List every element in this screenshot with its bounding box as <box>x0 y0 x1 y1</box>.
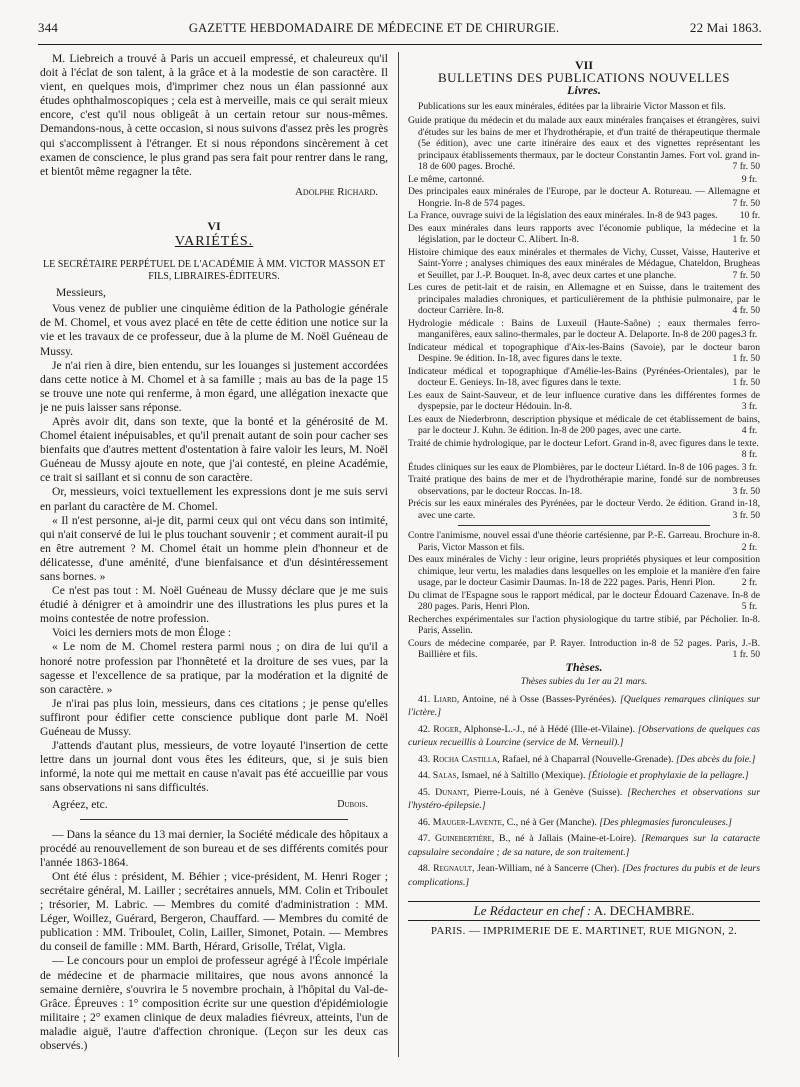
book-price: 3 fr. <box>741 401 758 412</box>
thesis-author: Liard <box>433 693 457 705</box>
thesis-author: Rocha Castilla <box>432 753 498 765</box>
section-number-right: VII <box>574 58 593 72</box>
book-text: La France, ouvrage suivi de la législation des eaux minérales. In-8 de 943 pages. <box>408 210 718 221</box>
thesis-details: , Jean-William, né à Sancerre (Cher). <box>472 863 620 874</box>
section-number: VI <box>207 218 221 233</box>
news-body <box>40 828 388 1054</box>
book-price: 1 fr. 50 <box>732 649 760 660</box>
closing-name: Dubois. <box>337 798 368 810</box>
book-text: Contre l'animisme, nouvel essai d'une théorie cartésienne, par P.-E. Garreau. Brochure in-8. Paris, Victor Masson et fils. <box>408 530 760 553</box>
thesis-title: [Des phlegmasies furonculeuses.] <box>599 816 732 828</box>
column-divider <box>398 52 399 1057</box>
page-number: 344 <box>38 20 59 35</box>
paragraph: Vous venez de publier une cinquième édition de la Pathologie générale de M. Chomel, et vous avez placé en tête de cette édition une notice sur la vie et les travaux de ce professeur, due à la plume de M. Noël Guéneau de Mussy. <box>40 302 388 358</box>
thesis-author: Regnault <box>433 863 473 874</box>
thesis-details: , Pierre-Louis, né à Genève (Suisse). <box>466 786 623 798</box>
book-text: Des eaux minérales dans leurs rapports avec l'économie publique, la médecine et la législation, par le docteur C. Alibert. In-8. <box>408 222 760 245</box>
paragraph: — Le concours pour un emploi de professeur agrégé à l'École impériale de médecine et de pharmacie militaires, que nous avons annoncé la semaine dernière, s'ouvrira le 5 novembre prochain, à l'hôpital du Val-de-Grâce. Épreuves : 1° composition écrite sur une question d'épidémiologie militaire ; 2° examen clinique de deux maladies fiévreux, atteints, l'un de maladie aiguë, l'autre d'affection chronique. (Leçon sur les deux cas observés.) <box>40 954 388 1052</box>
book-price: 7 fr. 50 <box>732 161 760 172</box>
book-entry <box>408 223 760 246</box>
salutation: Messieurs, <box>56 286 106 300</box>
livres-heading: Livres. <box>567 83 601 97</box>
theses-list <box>408 693 760 890</box>
journal-title: GAZETTE HEBDOMADAIRE DE MÉDECINE ET DE CHIRURGIE. <box>188 21 560 35</box>
book-text: Recherches expérimentales sur l'action physiologique du tartre stibié, par Pécholier. In-8. Paris, Asselin. <box>408 613 760 636</box>
thesis-entry <box>408 816 760 830</box>
book-entry <box>408 462 760 474</box>
book-price: 4 fr. <box>741 425 758 436</box>
book-text: Indicateur médical et topographique d'Aix-les-Bains (Savoie), par le docteur baron Despine. 9e édition. In-18, avec figures dans le texte. <box>408 341 760 364</box>
book-price: 8 fr. <box>741 449 758 460</box>
thesis-details: , Ismael, né à Saltillo (Mexique). <box>456 770 586 781</box>
right-column <box>408 52 760 1067</box>
thesis-number: 41. <box>418 693 431 705</box>
paragraph: — Dans la séance du 13 mai dernier, la Société médicale des hôpitaux a procédé au renouvellement de son bureau et de ses différents comités pour l'année 1863-1864. <box>40 827 388 869</box>
thesis-entry <box>408 786 760 813</box>
book-text: Les cures de petit-lait et de raisin, en Allemagne et en Suisse, dans le traitement des principales maladies chroniques, et particulièrement de la phthisie pulmonaire, par le docteur Carrière. In-8. <box>408 282 760 316</box>
thesis-entry <box>408 862 760 889</box>
book-entry <box>408 530 760 553</box>
letter-closing <box>40 798 388 812</box>
book-text: Hydrologie médicale : Bains de Luxeuil (Haute-Saône) ; eaux thermales ferro-manganifères, eaux salino-thermales, par le docteur A. Delaporte. In-8 de 200 pages. <box>408 317 760 340</box>
paragraph: Voici les derniers mots de mon Éloge : <box>52 626 232 640</box>
book-text: Les eaux de Niederbronn, description physique et médicale de cet établissement de bains, par le docteur J. Kuhn. 3e édition. In-8 de 200 pages, avec une carte. <box>408 413 760 436</box>
book-price: 1 fr. 50 <box>732 353 760 364</box>
book-text: Des principales eaux minérales de l'Europe, par le docteur A. Rotureau. — Allemagne et Hongrie. In-8 de 574 pages. <box>408 186 760 209</box>
paragraph: Ce n'est pas tout : M. Noël Guéneau de Mussy déclare que je me suis étudié à dénigrer et à amoindrir une des illustrations les plus pures et la moins contestée de notre profession. <box>40 584 388 626</box>
thesis-author: Salas <box>432 770 457 781</box>
book-entry <box>408 638 760 661</box>
paragraph: Je n'ai rien à dire, bien entendu, sur les louanges si justement accordées dans cette notice à M. Chomel et à sa famille ; mais au bas de la page 15 se trouve une note qui renferme, à mon égard, une allégation inexacte que je ne puis laisser sans réponse. <box>40 358 388 414</box>
book-entry <box>408 186 760 209</box>
editor-label: Le Rédacteur en chef : <box>473 903 592 918</box>
book-entry <box>408 342 760 365</box>
thesis-details: , Antoine, né à Osse (Basses-Pyrénées). <box>456 693 617 705</box>
paragraph: J'attends d'autant plus, messieurs, de votre loyauté l'insertion de cette lettre dans un journal dont vous êtes les éditeurs, que, si je suis bien informé, la note qui me mettait en cause n'avait pas été accueillie par vous sans observations ni sans difficultés. <box>40 739 388 795</box>
book-text: Cours de médecine comparée, par P. Rayer. Introduction in-8 de 52 pages. Paris, J.-B. Baillière et fils. <box>408 637 760 660</box>
thesis-title: [Recherches et observations sur l'hystéro-épilepsie.] <box>408 786 760 811</box>
book-entry <box>408 390 760 413</box>
book-entry <box>408 614 760 637</box>
thesis-number: 43. <box>418 753 431 765</box>
theses-subtitle: Thèses subies du 1er au 21 mars. <box>520 677 648 687</box>
thesis-entry <box>408 693 760 720</box>
book-price: 2 fr. <box>741 541 758 553</box>
book-entry <box>408 247 760 282</box>
thesis-author: Guinebertière <box>435 833 492 844</box>
letter-body <box>40 302 388 795</box>
thesis-details: , Alphonse-L.-J., né à Hédé (Ille-et-Vilaine). <box>458 723 635 735</box>
book-entry <box>408 498 760 521</box>
thesis-author: Roger <box>433 723 459 735</box>
thesis-author: Mauger-Lavente <box>432 816 502 828</box>
book-price: 9 fr. <box>741 173 758 185</box>
issue-date: 22 Mai 1863. <box>689 20 762 35</box>
thesis-title: [Des abcès du foie.] <box>675 753 756 765</box>
thesis-entry <box>408 723 760 750</box>
paragraph: Or, messieurs, voici textuellement les expressions dont je me suis servi en parlant du caractère de M. Chomel. <box>40 485 388 513</box>
book-entry <box>408 438 760 461</box>
thesis-number: 42. <box>418 723 431 735</box>
thesis-title: [Quelques remarques cliniques sur l'ictère.] <box>408 693 760 718</box>
section-title: VARIÉTÉS. <box>174 234 254 250</box>
book-price: 3 fr. <box>741 329 758 340</box>
editor-line <box>408 901 760 921</box>
thesis-number: 44. <box>418 770 431 781</box>
thesis-title: [Étiologie et prophylaxie de la pellagre.] <box>587 770 749 781</box>
thesis-number: 45. <box>418 786 431 798</box>
thesis-author: Dunant <box>435 786 467 798</box>
thesis-details: , C., né à Ger (Manche). <box>501 816 597 828</box>
book-price: 1 fr. 50 <box>732 234 760 245</box>
separator <box>80 819 348 820</box>
thesis-title: [Remarques sur la cataracte capsulaire secondaire ; de sa nature, de son traitement.] <box>408 833 760 858</box>
intro-paragraph: M. Liebreich a trouvé à Paris un accueil empressé, et chaleureux qu'il doit à l'éclat de son talent, à la grâce et à la modestie de son caractère. Il vient, en quelques mois, d'imprimer chez nous un élan passionné aux études ophthalmoscopiques ; cela est à merveille, mais ce qui serait mieux encore, c'est qu'il nous obligeât à un certain retour sur nous-mêmes. Demandons-nous, à cette occasion, si nous suivons d'assez près les progrès qui s'accomplissent à l'étranger. Et si nous répondons sincèrement à cet examen de conscience, le plus grand pas sera fait pour rentrer dans le rang, et bientôt même regagner la tête. <box>40 52 388 178</box>
book-text: Traité de chimie hydrologique, par le docteur Lefort. Grand in-8, avec figures dans le texte. <box>408 437 759 449</box>
book-price: 7 fr. 50 <box>732 197 760 209</box>
book-text: Les eaux de Saint-Sauveur, et de leur influence curative dans les différentes formes de dyspepsie, par le docteur Hédouin. In-8. <box>408 389 760 412</box>
thesis-title: [Des fractures du pubis et de leurs complications.] <box>408 863 760 888</box>
book-entry <box>408 210 760 222</box>
thesis-entry <box>408 832 760 859</box>
book-price: 2 fr. <box>741 577 758 588</box>
thesis-title: [Observations de quelques cas curieux recueillis à Lourcine (service de M. Verneuil).] <box>408 723 760 748</box>
other-book-list <box>408 530 760 661</box>
thesis-entry <box>408 769 760 783</box>
paragraph: Ont été élus : président, M. Béhier ; vice-président, M. Henri Roger ; secrétaire général, M. Lailler ; secrétaires annuels, MM. Colin et Triboulet ; trésorier, M. Labric. — Membres du comité d'administration : MM. Léger, Woillez, Guérard, Bergeron, Chauffard. — Membres du comité de publication : MM. Triboulet, Colin, Lailler, Simonet, Potain. — Membres du conseil de famille : MM. Barth, Hérard, Grisolle, Trélat, Vigla. <box>40 869 388 954</box>
letter-heading: LE SECRÉTAIRE PERPÉTUEL DE L'ACADÉMIE À MM. VICTOR MASSON ET FILS, LIBRAIRES-ÉDITEURS. <box>43 259 385 283</box>
book-entry <box>408 474 760 497</box>
book-price: 3 fr. 50 <box>732 509 760 521</box>
book-text: Études cliniques sur les eaux de Plombières, par le docteur Liétard. In-8 de 106 pages. <box>408 461 740 473</box>
book-text: Précis sur les eaux minérales des Pyrénées, par le docteur Verdo. 2e édition. Grand in-18, avec une carte. <box>408 498 760 521</box>
book-entry <box>408 115 760 173</box>
book-text: Des eaux minérales de Vichy : leur origine, leurs propriétés physiques et leur composition chimique, leur vertu, les maladies dans lesquelles on les emploie et la manière d'en faire usage, par le docteur Casimir Daumas. In-18 de 222 pages. Paris, Henri Plon. <box>408 554 760 588</box>
livres-intro: Publications sur les eaux minérales, éditées par la librairie Victor Masson et fils. <box>418 100 726 112</box>
paragraph: Après avoir dit, dans son texte, que la bonté et la générosité de M. Chomel étaient inépuisables, et qu'il prenait autant de soin pour cacher ses bienfaits que d'autres mettent d'ostentation à faire valoir les leurs, M. Noël Guéneau de Mussy ajoute en note, que j'ai contesté, en pleine Académie, ce trait si saillant et si connu de son caractère. <box>40 414 388 485</box>
book-entry <box>408 366 760 389</box>
section-title-right: BULLETINS DES PUBLICATIONS NOUVELLES <box>437 69 731 85</box>
imprint: PARIS. — IMPRIMERIE DE E. MARTINET, RUE MIGNON, 2. <box>430 924 738 937</box>
paragraph: « Il n'est personne, ai-je dit, parmi ceux qui ont vécu dans son intimité, qui n'ait conservé de lui le plus touchant souvenir ; et comment aurait-il pu en être autrement ? M. Chomel était un homme plein d'honneur et de délicatesse, d'une aménité, d'une bienfaisance et d'un désintéressement sans bornes. » <box>40 513 388 583</box>
separator-right <box>458 525 710 526</box>
book-price: 1 fr. 50 <box>732 377 760 388</box>
book-price: 3 fr. 50 <box>732 485 760 497</box>
thesis-number: 48. <box>418 863 431 874</box>
editor-name: A. DECHAMBRE. <box>593 903 695 918</box>
book-price: 3 fr. <box>741 461 758 473</box>
left-column <box>40 52 388 1067</box>
thesis-number: 47. <box>418 833 431 844</box>
thesis-details: , B., né à Jallais (Maine-et-Loire). <box>491 833 637 844</box>
paragraph: « Le nom de M. Chomel restera parmi nous ; on dira de lui qu'il a honoré notre profession par l'honnêteté et la droiture de ses vues, par la sagesse et l'excellence de sa pratique, par la modération et la dignité de son caractère. » <box>40 640 388 696</box>
book-text: Traité pratique des bains de mer et de l'hydrothérapie marine, fondé sur de nombreuses observations, par le docteur Roccas. In-18. <box>408 474 760 497</box>
thesis-number: 46. <box>418 816 431 828</box>
book-price: 4 fr. 50 <box>732 305 760 316</box>
book-price: 5 fr. <box>741 601 758 612</box>
book-text: Du climat de l'Espagne sous le rapport médical, par le docteur Édouard Cazenave. In-8 de 280 pages. Paris, Henri Plon. <box>408 589 760 612</box>
book-list <box>408 115 760 521</box>
book-entry <box>408 554 760 589</box>
book-text: Indicateur médical et topographique d'Amélie-les-Bains (Pyrénées-Orientales), par le docteur E. Genieys. In-18, avec figures dans le texte. <box>408 365 760 388</box>
book-entry <box>408 414 760 437</box>
closing: Agréez, etc. <box>52 797 108 811</box>
thesis-details: , Rafael, né à Chaparral (Nouvelle-Grenade). <box>497 753 674 765</box>
book-entry <box>408 318 760 341</box>
book-text: Le même, cartonné. <box>408 173 485 185</box>
book-price: 7 fr. 50 <box>732 269 760 281</box>
paragraph: Je n'irai pas plus loin, messieurs, dans ces citations ; je pense qu'elles suffiront pour édifier cette conscience publique dont parle M. Noël Guéneau de Mussy. <box>40 696 388 739</box>
thesis-entry <box>408 753 760 767</box>
page-header <box>38 20 762 42</box>
signature: Adolphe Richard. <box>294 185 378 198</box>
book-entry <box>408 174 760 186</box>
header-rule <box>38 44 762 45</box>
book-price: 10 fr. <box>739 210 760 221</box>
book-text: Histoire chimique des eaux minérales et thermales de Vichy, Cusset, Vaisse, Hauterive et Saint-Yorre ; analyses chimiques des eaux minérales de Médague, Chateldon, Brugheas et Seuillet, par J.-P. Bouquet. In-8, avec deux cartes et une planche. <box>408 246 760 281</box>
book-text: Guide pratique du médecin et du malade aux eaux minérales françaises et étrangères, suivi d'études sur les bains de mer et l'hydrothérapie, et d'un traité de thérapeutique thermale (5e édition), avec une carte itinéraire des eaux et des vignettes représentant les principaux établissements thermaux, par le docteur Constantin James. Fort vol. grand in-18 de 600 pages. Broché. <box>408 115 760 172</box>
theses-heading: Thèses. <box>565 659 603 674</box>
book-entry <box>408 590 760 613</box>
book-entry <box>408 282 760 317</box>
